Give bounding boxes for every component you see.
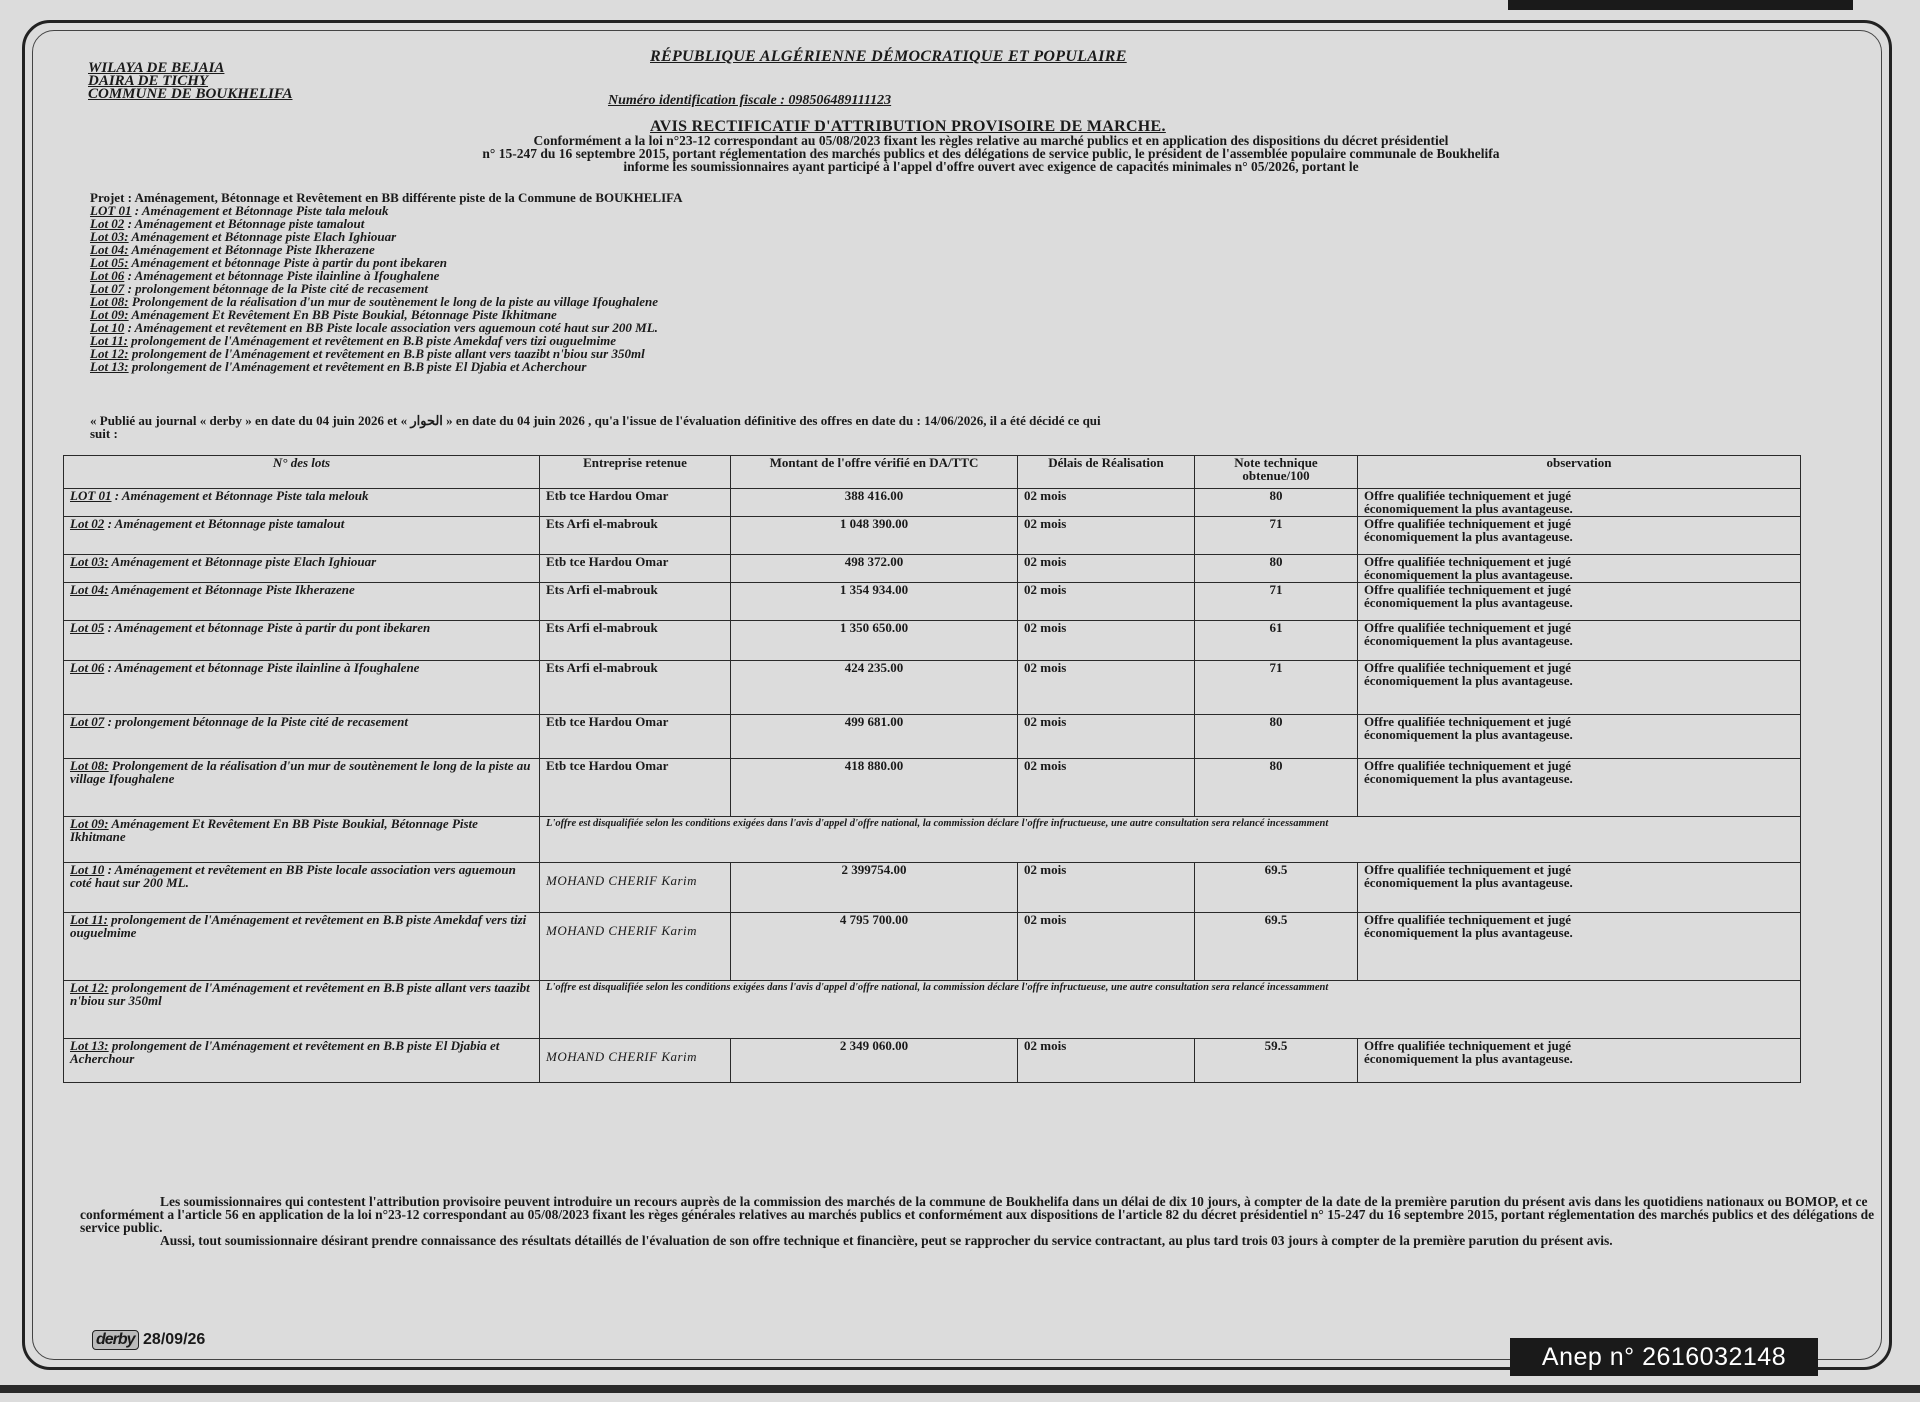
entreprise-cell: MOHAND CHERIF Karim <box>540 863 731 913</box>
lot-label: Lot 06 <box>70 660 105 675</box>
observation-line: économiquement la plus avantageuse. <box>1364 672 1573 688</box>
anep-badge: Anep n° 2616032148 <box>1510 1338 1818 1376</box>
lot-description: prolongement de l'Aménagement et revêtement en B.B piste Amekdaf vers tizi ouguelmime <box>70 912 527 940</box>
observation-line: Offre qualifiée techniquement et jugé <box>1364 488 1571 503</box>
fiscal-id: Numéro identification fiscale : 098506489111123 <box>608 93 892 108</box>
lot-cell <box>64 863 540 913</box>
consultation-text: Aussi, tout soumissionnaire désirant prendre connaissance des résultats détaillés de l'évaluation de son offre technique et financière, peut se rapprocher du service contractant, au plus tard trois 03 jours à compter de la première parution du présent avis. <box>160 1233 1613 1248</box>
note-cell: 80 <box>1195 715 1358 759</box>
montant-cell: 4 795 700.00 <box>731 913 1018 981</box>
lot-label: Lot 13: <box>70 1038 109 1053</box>
observation-line: économiquement la plus avantageuse. <box>1364 726 1573 742</box>
lot-list-text: Aménagement et Bétonnage piste Elach Ighiouar <box>128 229 397 244</box>
delais-cell: 02 mois <box>1018 863 1195 913</box>
observation-line: Offre qualifiée techniquement et jugé <box>1364 912 1571 927</box>
lot-cell <box>64 489 540 517</box>
footer-date: 28/09/26 <box>143 1331 206 1348</box>
montant-cell: 498 372.00 <box>731 555 1018 583</box>
lot-cell <box>64 555 540 583</box>
lot-list-text: : Aménagement et Bétonnage Piste tala melouk <box>131 203 389 218</box>
header-note: Note technique obtenue/100 <box>1195 456 1358 489</box>
observation-cell <box>1358 1039 1801 1083</box>
entreprise-cell: Etb tce Hardou Omar <box>540 489 731 517</box>
entreprise-cell: Etb tce Hardou Omar <box>540 759 731 817</box>
lot-description: : Aménagement et bétonnage Piste à partir du pont ibekaren <box>104 620 431 635</box>
delais-cell: 02 mois <box>1018 715 1195 759</box>
lot-description: : prolongement bétonnage de la Piste cité de recasement <box>104 714 408 729</box>
lot-label: Lot 12: <box>70 980 109 995</box>
lot-list-label: Lot 05: <box>90 255 129 270</box>
table-row <box>64 981 1801 1039</box>
observation-line: économiquement la plus avantageuse. <box>1364 566 1573 582</box>
lot-list-text: Prolongement de la réalisation d'un mur de soutènement le long de la piste au village Ifoughalene <box>128 294 659 309</box>
lot-description: Aménagement Et Revêtement En BB Piste Boukial, Bétonnage Piste Ikhitmane <box>70 816 478 844</box>
lot-list-text: prolongement de l'Aménagement et revêtement en B.B piste Amekdaf vers tizi ouguelmime <box>127 333 616 348</box>
observation-cell <box>1358 913 1801 981</box>
lot-list-label: Lot 06 <box>90 268 125 283</box>
commune-line: COMMUNE DE BOUKHELIFA <box>88 86 293 102</box>
table-row <box>64 517 1801 555</box>
lot-list-label: Lot 09: <box>90 307 129 322</box>
lot-list-text: : Aménagement et bétonnage Piste ilainline à Ifoughalene <box>124 268 440 283</box>
lot-cell <box>64 621 540 661</box>
lot-description: : Aménagement et Bétonnage Piste tala melouk <box>111 488 369 503</box>
delais-cell: 02 mois <box>1018 661 1195 715</box>
observation-line: économiquement la plus avantageuse. <box>1364 500 1573 516</box>
lot-list-item <box>90 360 658 373</box>
entreprise-cell: MOHAND CHERIF Karim <box>540 913 731 981</box>
lot-list-label: Lot 12: <box>90 346 129 361</box>
disqualified-note: L'offre est disqualifiée selon les conditions exigées dans l'avis d'appel d'offre national, la commission déclare l'offre infructueuse, une autre consultation sera relancé incessamment <box>540 817 1801 863</box>
page-header-bar <box>1508 0 1853 10</box>
montant-cell: 2 349 060.00 <box>731 1039 1018 1083</box>
footer-publication <box>92 1330 205 1350</box>
lot-list-label: Lot 08: <box>90 294 129 309</box>
wilaya-line: WILAYA DE BEJAIA <box>88 60 225 76</box>
lot-list-text: prolongement de l'Aménagement et revêtement en B.B piste El Djabia et Acherchour <box>128 359 587 374</box>
lot-list-label: Lot 04: <box>90 242 129 257</box>
republique-title: RÉPUBLIQUE ALGÉRIENNE DÉMOCRATIQUE ET POPULAIRE <box>650 48 1127 65</box>
note-cell: 80 <box>1195 489 1358 517</box>
montant-cell: 418 880.00 <box>731 759 1018 817</box>
lot-label: Lot 08: <box>70 758 109 773</box>
intro-line: Conformément a la loi n°23-12 correspondant au 05/08/2023 fixant les règles relative au marché publics et en application des dispositions du décret présidentiel <box>533 133 1449 148</box>
observation-cell <box>1358 621 1801 661</box>
note-cell: 71 <box>1195 517 1358 555</box>
montant-cell: 499 681.00 <box>731 715 1018 759</box>
note-cell: 71 <box>1195 661 1358 715</box>
lot-label: Lot 03: <box>70 554 109 569</box>
observation-line: économiquement la plus avantageuse. <box>1364 1050 1573 1066</box>
table-header-row <box>64 456 1801 489</box>
table-row <box>64 863 1801 913</box>
lot-list-label: Lot 11: <box>90 333 128 348</box>
table-body <box>64 489 1801 1083</box>
page-bottom-rule <box>0 1385 1920 1393</box>
lot-description: Aménagement et Bétonnage Piste Ikherazene <box>108 582 355 597</box>
montant-cell: 1 354 934.00 <box>731 583 1018 621</box>
lot-description: : Aménagement et revêtement en BB Piste locale association vers aguemoun coté haut sur 200 ML. <box>70 862 516 890</box>
observation-line: économiquement la plus avantageuse. <box>1364 770 1573 786</box>
observation-line: économiquement la plus avantageuse. <box>1364 594 1573 610</box>
observation-line: Offre qualifiée techniquement et jugé <box>1364 862 1571 877</box>
lot-cell <box>64 817 540 863</box>
observation-line: économiquement la plus avantageuse. <box>1364 874 1573 890</box>
montant-cell: 388 416.00 <box>731 489 1018 517</box>
intro-line: informe les soumissionnaires ayant participé à l'appel d'offre ouvert avec exigence de capacités minimales n° 05/2026, portant le <box>623 159 1359 174</box>
lot-description: : Aménagement et bétonnage Piste ilainline à Ifoughalene <box>104 660 420 675</box>
attribution-table <box>63 455 1801 1083</box>
lot-cell <box>64 759 540 817</box>
lot-list-label: Lot 13: <box>90 359 129 374</box>
delais-cell: 02 mois <box>1018 1039 1195 1083</box>
entreprise-cell: Etb tce Hardou Omar <box>540 555 731 583</box>
observation-cell <box>1358 583 1801 621</box>
note-cell: 61 <box>1195 621 1358 661</box>
note-cell: 69.5 <box>1195 863 1358 913</box>
note-cell: 69.5 <box>1195 913 1358 981</box>
note-cell: 59.5 <box>1195 1039 1358 1083</box>
lot-list-label: Lot 02 <box>90 216 125 231</box>
lot-list-text: Aménagement et bétonnage Piste à partir du pont ibekaren <box>128 255 448 270</box>
table-row <box>64 555 1801 583</box>
header-entreprise: Entreprise retenue <box>540 456 731 489</box>
header-lot: N° des lots <box>64 456 540 489</box>
lot-list-label: Lot 03: <box>90 229 129 244</box>
montant-cell: 2 399754.00 <box>731 863 1018 913</box>
lot-list-text: : Aménagement et revêtement en BB Piste locale association vers aguemoun coté haut sur 200 ML. <box>124 320 658 335</box>
recours-text: Les soumissionnaires qui contestent l'attribution provisoire peuvent introduire un recours auprès de la commission des marchés de la commune de Boukhelifa dans un délai de dix 10 jours, à compter de la date de la première parution du présent avis dans les quotidiens nationaux ou BOMOP, et ce conformément a l'article 56 en application de la loi n°23-12 correspondant au 05/08/2023 fixant les règes générales relatives au marchés publics et conformément aux dispositions de l'article 82 du décret présidentiel n° 15-247 du 16 septembre 2015, portant réglementation des marchés publics et des délégations de service public. <box>80 1194 1875 1235</box>
lot-list-text: Aménagement Et Revêtement En BB Piste Boukial, Bétonnage Piste Ikhitmane <box>128 307 557 322</box>
lot-cell <box>64 517 540 555</box>
table-row <box>64 583 1801 621</box>
entreprise-cell: Ets Arfi el-mabrouk <box>540 583 731 621</box>
table-row <box>64 621 1801 661</box>
lots-list <box>90 204 658 373</box>
lot-description: : Aménagement et Bétonnage piste tamalout <box>104 516 345 531</box>
note-cell: 80 <box>1195 759 1358 817</box>
lot-label: Lot 05 <box>70 620 105 635</box>
observation-cell <box>1358 489 1801 517</box>
lot-label: LOT 01 <box>70 488 112 503</box>
observation-line: Offre qualifiée techniquement et jugé <box>1364 1038 1571 1053</box>
publication-line: « Publié au journal « derby » en date du 04 juin 2026 et « الحوار » en date du 04 juin 2026 , qu'a l'issue de l'évaluation définitive des offres en date du : 14/06/2026, il a été décidé ce qui <box>90 413 1101 428</box>
table-row <box>64 661 1801 715</box>
note-cell: 80 <box>1195 555 1358 583</box>
delais-cell: 02 mois <box>1018 583 1195 621</box>
table-row <box>64 715 1801 759</box>
delais-cell: 02 mois <box>1018 759 1195 817</box>
lot-description: Aménagement et Bétonnage piste Elach Ighiouar <box>108 554 377 569</box>
observation-cell <box>1358 517 1801 555</box>
header-observation: observation <box>1358 456 1801 489</box>
observation-line: économiquement la plus avantageuse. <box>1364 632 1573 648</box>
entreprise-cell: Ets Arfi el-mabrouk <box>540 517 731 555</box>
observation-line: économiquement la plus avantageuse. <box>1364 924 1573 940</box>
entreprise-cell: Etb tce Hardou Omar <box>540 715 731 759</box>
observation-line: Offre qualifiée techniquement et jugé <box>1364 620 1571 635</box>
lot-cell <box>64 981 540 1039</box>
observation-line: Offre qualifiée techniquement et jugé <box>1364 758 1571 773</box>
table-row <box>64 913 1801 981</box>
lot-list-text: Aménagement et Bétonnage Piste Ikherazene <box>128 242 375 257</box>
derby-logo: derby <box>92 1330 139 1350</box>
delais-cell: 02 mois <box>1018 621 1195 661</box>
montant-cell: 424 235.00 <box>731 661 1018 715</box>
observation-line: Offre qualifiée techniquement et jugé <box>1364 660 1571 675</box>
notice-content <box>40 40 1875 1340</box>
header-montant: Montant de l'offre vérifié en DA/TTC <box>731 456 1018 489</box>
entreprise-cell: Ets Arfi el-mabrouk <box>540 661 731 715</box>
intro-line: n° 15-247 du 16 septembre 2015, portant réglementation des marchés publics et des délégations de service public, le président de l'assemblée populaire communale de Boukhelifa <box>482 146 1500 161</box>
recours-paragraph <box>80 1195 1890 1247</box>
lot-list-text: : prolongement bétonnage de la Piste cité de recasement <box>124 281 428 296</box>
lot-list-text: prolongement de l'Aménagement et revêtement en B.B piste allant vers taazibt n'biou sur 350ml <box>128 346 645 361</box>
disqualified-note: L'offre est disqualifiée selon les conditions exigées dans l'avis d'appel d'offre national, la commission déclare l'offre infructueuse, une autre consultation sera relancé incessamment <box>540 981 1801 1039</box>
lot-description: Prolongement de la réalisation d'un mur de soutènement le long de la piste au village Ifoughalene <box>70 758 531 786</box>
lot-description: prolongement de l'Aménagement et revêtement en B.B piste El Djabia et Acherchour <box>70 1038 500 1066</box>
entreprise-cell: MOHAND CHERIF Karim <box>540 1039 731 1083</box>
table-row <box>64 759 1801 817</box>
montant-cell: 1 048 390.00 <box>731 517 1018 555</box>
intro-paragraph <box>96 130 1886 173</box>
observation-line: Offre qualifiée techniquement et jugé <box>1364 554 1571 569</box>
lot-label: Lot 10 <box>70 862 105 877</box>
lot-description: prolongement de l'Aménagement et revêtement en B.B piste allant vers taazibt n'biou sur 350ml <box>70 980 530 1008</box>
montant-cell: 1 350 650.00 <box>731 621 1018 661</box>
observation-cell <box>1358 759 1801 817</box>
entreprise-cell: Ets Arfi el-mabrouk <box>540 621 731 661</box>
lot-list-label: LOT 01 <box>90 203 132 218</box>
observation-cell <box>1358 863 1801 913</box>
observation-line: Offre qualifiée techniquement et jugé <box>1364 516 1571 531</box>
projet-line: Projet : Aménagement, Bétonnage et Revêtement en BB différente piste de la Commune de BOUKHELIFA <box>90 190 683 205</box>
note-cell: 71 <box>1195 583 1358 621</box>
lot-cell <box>64 583 540 621</box>
admin-header <box>88 62 293 101</box>
lot-list-label: Lot 07 <box>90 281 125 296</box>
lot-list-label: Lot 10 <box>90 320 125 335</box>
delais-cell: 02 mois <box>1018 489 1195 517</box>
lot-cell <box>64 715 540 759</box>
avis-title: AVIS RECTIFICATIF D'ATTRIBUTION PROVISOIRE DE MARCHE. <box>650 118 1166 135</box>
lot-label: Lot 11: <box>70 912 108 927</box>
lot-label: Lot 09: <box>70 816 109 831</box>
lot-cell <box>64 913 540 981</box>
lot-label: Lot 04: <box>70 582 109 597</box>
table-row <box>64 489 1801 517</box>
lot-label: Lot 02 <box>70 516 105 531</box>
lot-cell <box>64 1039 540 1083</box>
observation-cell <box>1358 715 1801 759</box>
observation-cell <box>1358 661 1801 715</box>
observation-line: Offre qualifiée techniquement et jugé <box>1364 582 1571 597</box>
observation-cell <box>1358 555 1801 583</box>
lot-list-text: : Aménagement et Bétonnage piste tamalout <box>124 216 365 231</box>
table-row <box>64 1039 1801 1083</box>
publication-line: suit : <box>90 426 118 441</box>
delais-cell: 02 mois <box>1018 555 1195 583</box>
publication-paragraph <box>90 414 1900 440</box>
daira-line: DAIRA DE TICHY <box>88 73 209 89</box>
header-delais: Délais de Réalisation <box>1018 456 1195 489</box>
delais-cell: 02 mois <box>1018 913 1195 981</box>
lot-cell <box>64 661 540 715</box>
delais-cell: 02 mois <box>1018 517 1195 555</box>
observation-line: Offre qualifiée techniquement et jugé <box>1364 714 1571 729</box>
observation-line: économiquement la plus avantageuse. <box>1364 528 1573 544</box>
table-row <box>64 817 1801 863</box>
lot-label: Lot 07 <box>70 714 105 729</box>
